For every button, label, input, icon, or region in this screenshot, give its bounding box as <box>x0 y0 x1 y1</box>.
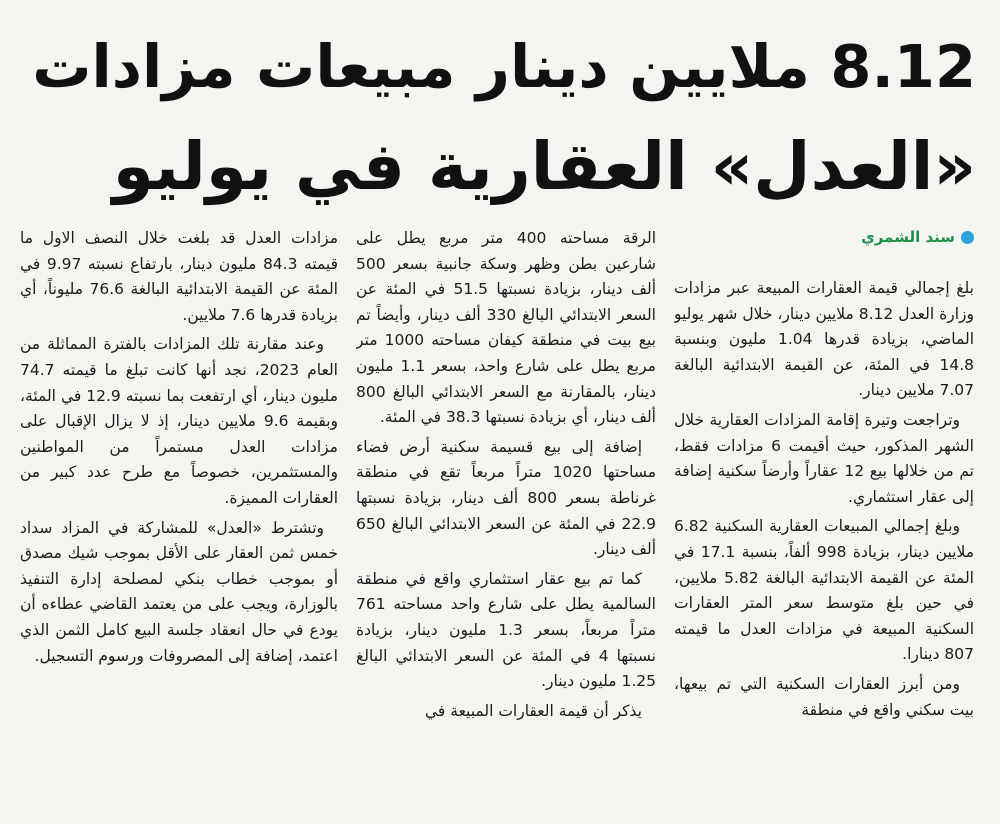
article-column-left <box>20 226 338 816</box>
article-column-right <box>674 276 974 816</box>
byline-dot-icon <box>961 231 974 244</box>
byline <box>674 228 974 246</box>
paragraph: مزادات العدل قد بلغت خلال النصف الاول ما قيمته 84.3 مليون دينار، بارتفاع نسبته 9.97 في المئة عن القيمة الابتدائية البالغة 76.6 مليوناً، أي بزيادة قدرها 7.6 ملايين. <box>20 229 338 324</box>
article-column-middle <box>356 226 656 816</box>
paragraph: وبلغ إجمالي المبيعات العقارية السكنية 6.82 ملايين دينار، بزيادة 998 ألفاً، بنسبة 17.1 في المئة عن القيمة الابتدائية البالغة 5.82 ملايين، في حين بلغ متوسط سعر المتر العقارات السكنية المبيعة في مزادات العدل ما قيمته 807 دينارا. <box>674 517 974 664</box>
paragraph: وتشترط «العدل» للمشاركة في المزاد سداد خمس ثمن العقار على الأقل بموجب شيك مصدق أو بموجب خطاب بنكي لمصلحة إدارة التنفيذ بالوزارة، ويجب على من يعتمد القاضي عطاءه أن يودع في حال انعقاد جلسة البيع كامل الثمن الذي اعتمد، إضافة إلى المصروفات ورسوم التسجيل. <box>20 518 338 665</box>
paragraph: كما تم بيع عقار استثماري واقع في منطقة السالمية يطل على شارع واحد مساحته 761 متراً مربعاً، بسعر 1.3 مليون دينار، بزيادة نسبتها 4 في المئة عن السعر الابتدائي البالغ 1.25 مليون دينار. <box>356 569 656 691</box>
paragraph: الرقة مساحته 400 متر مربع يطل على شارعين بطن وظهر وسكة جانبية بسعر 500 ألف دينار، بزيادة نسبتها 51.5 في المئة عن السعر الابتدائي البالغ 330 ألف دينار، وأيضاً تم بيع بيت في منطقة كيفان مساحته 1000 متر مربع يطل على شارع واحد، بسعر 1.1 مليون دينار، بالمقارنة مع السعر الابتدائي البالغ 800 ألف دينار، أي بزيادة نسبتها 38.3 في المئة. <box>356 229 656 427</box>
paragraph: بلغ إجمالي قيمة العقارات المبيعة عبر مزادات وزارة العدل 8.12 ملايين دينار، خلال شهر يوليو الماضي، بزيادة قدرها 1.04 مليون وبنسبة 14.8 في المئة، عن القيمة الابتدائية البالغة 7.07 ملايين دينار. <box>674 279 974 400</box>
paragraph: يذكر أن قيمة العقارات المبيعة في <box>425 701 642 720</box>
headline-line-2: «العدل» العقارية في يوليو <box>112 128 976 205</box>
paragraph: وعند مقارنة تلك المزادات بالفترة المماثلة من العام 2023، نجد أنها كانت تبلغ ما قيمته 74.7 مليون دينار، أي ارتفعت بما نسبته 12.9 في المئة، وبقيمة 9.6 ملايين دينار، إذ لا يزال الإقبال على مزادات العدل مستمراً من المواطنين والمستثمرين، خصوصاً مع طرح عدد كبير من العقارات المميزة. <box>20 335 338 507</box>
paragraph: إضافة إلى بيع قسيمة سكنية أرض فضاء مساحتها 1020 متراً مربعاً تقع في منطقة غرناطة بسعر 800 ألف دينار، بزيادة نسبتها 22.9 في المئة عن السعر الابتدائي البالغ 650 ألف دينار. <box>356 437 656 559</box>
headline-line-1: 8.12 ملايين دينار مبيعات مزادات <box>32 32 976 101</box>
paragraph: ومن أبرز العقارات السكنية التي تم بيعها، بيت سكني واقع في منطقة <box>674 674 974 719</box>
author-name: سند الشمري <box>861 228 955 246</box>
paragraph: وتراجعت وتيرة إقامة المزادات العقارية خلال الشهر المذكور، حيث أقيمت 6 مزادات فقط، تم من خلالها بيع 12 عقاراً وأرضاً سكنية إضافة إلى عقار استثماري. <box>674 410 974 506</box>
